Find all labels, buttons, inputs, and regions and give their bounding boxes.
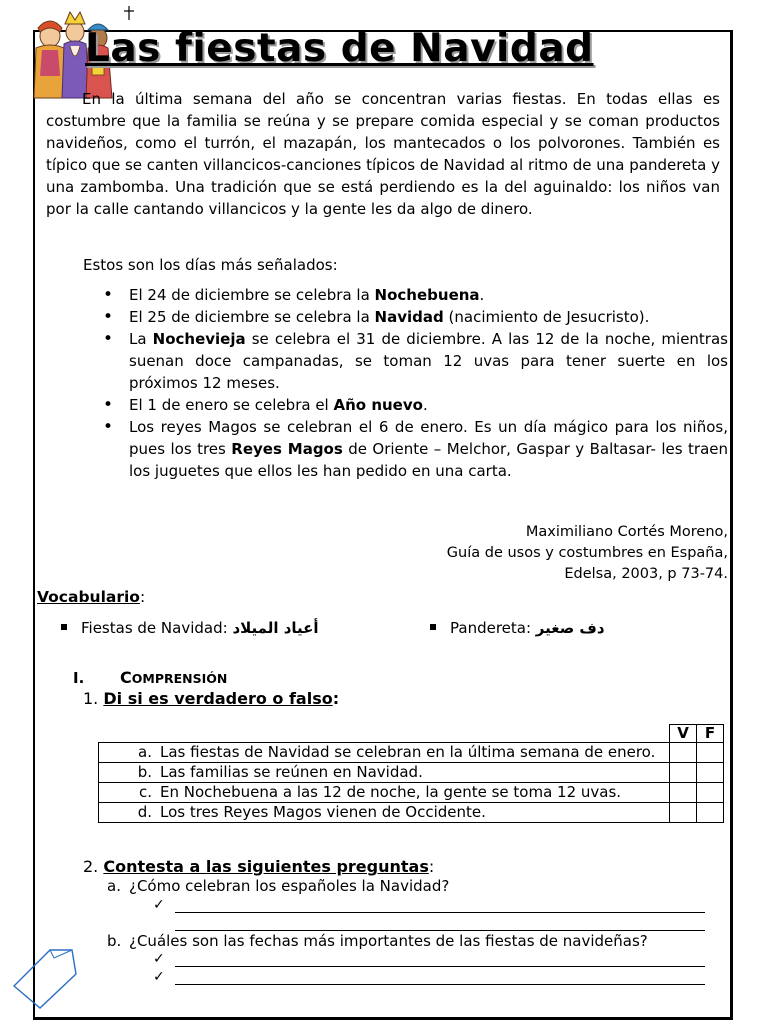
statement-cell — [99, 783, 670, 803]
question-b — [107, 931, 648, 951]
table-header-row — [99, 725, 724, 743]
question-text: ¿Cuáles son las fechas más importantes de las fiestas de navideñas? — [129, 932, 648, 950]
statement-text: En Nochebuena a las 12 de noche, la gente se toma 12 uvas. — [160, 783, 622, 801]
false-checkbox-cell[interactable] — [697, 783, 724, 803]
vocab-heading-label: Vocabulario — [37, 588, 140, 606]
vocab-heading — [37, 586, 145, 608]
false-checkbox-cell[interactable] — [697, 763, 724, 783]
holiday-text: . — [479, 286, 485, 304]
table-row — [99, 743, 724, 763]
task-label: Contesta a las siguientes preguntas — [103, 857, 429, 876]
vocab-term: Fiestas de Navidad: — [81, 619, 233, 637]
task-number: 2. — [83, 857, 99, 876]
days-intro: Estos son los días más señalados: — [83, 256, 338, 274]
holiday-text: El 1 de enero se celebra el — [129, 396, 334, 414]
section-heading — [73, 668, 227, 689]
question-letter: b. — [107, 932, 122, 950]
statement-letter: d. — [137, 803, 152, 821]
false-checkbox-cell[interactable] — [697, 803, 724, 823]
task-1-heading — [83, 688, 339, 710]
checkmark-icon: ✓ — [153, 951, 165, 967]
holiday-name: Nochebuena — [374, 286, 480, 304]
table-header-blank — [99, 725, 670, 743]
table-row — [99, 803, 724, 823]
source-work: Guía de usos y costumbres en España, — [446, 545, 728, 561]
statement-letter: a. — [138, 743, 152, 761]
task-colon: : — [332, 689, 340, 708]
source-citation — [447, 522, 728, 585]
holiday-text: La — [129, 330, 153, 348]
false-checkbox-cell[interactable] — [697, 743, 724, 763]
task-label: Di si es verdadero o falso — [103, 689, 333, 708]
checkmark-icon: ✓ — [153, 969, 165, 985]
holiday-text: El 25 de diciembre se celebra la — [129, 308, 375, 326]
question-a — [107, 876, 449, 896]
statement-text: Las familias se reúnen en Navidad. — [160, 763, 423, 781]
section-title-rest: OMPRENSIÓN — [131, 671, 228, 686]
answer-line[interactable] — [153, 968, 705, 988]
list-item — [129, 284, 728, 306]
vocab-translation: دف صغير — [535, 619, 605, 637]
vocab-term: Pandereta: — [450, 619, 536, 637]
source-author: Maximiliano Cortés Moreno, — [525, 524, 728, 540]
holiday-name: Nochevieja — [152, 330, 246, 348]
holiday-text: Los reyes Magos se celebran el 6 de enero. Es un día mágico para los niños, pues los tres — [129, 418, 728, 458]
vocab-item — [61, 617, 319, 639]
square-bullet-icon — [430, 624, 436, 630]
holiday-name: Navidad — [374, 308, 444, 326]
table-row — [99, 783, 724, 803]
holidays-list — [129, 284, 728, 482]
answer-line[interactable] — [153, 950, 705, 970]
holiday-name: Reyes Magos — [231, 440, 343, 458]
holiday-text: El 24 de diciembre se celebra la — [129, 286, 375, 304]
holiday-name: Año nuevo — [333, 396, 423, 414]
column-header-f: F — [697, 725, 724, 743]
answer-underline — [175, 984, 705, 985]
holiday-text: (nacimiento de Jesucristo). — [443, 308, 650, 326]
source-publisher: Edelsa, 2003, p 73-74. — [564, 566, 728, 582]
statement-letter: c. — [138, 783, 152, 801]
question-text: ¿Cómo celebran los españoles la Navidad? — [129, 877, 450, 895]
checkmark-icon: ✓ — [153, 897, 165, 913]
list-item — [129, 328, 728, 394]
true-checkbox-cell[interactable] — [670, 743, 697, 763]
true-checkbox-cell[interactable] — [670, 803, 697, 823]
task-number: 1. — [83, 689, 99, 708]
holiday-text: . — [422, 396, 428, 414]
section-numeral: I. — [73, 669, 85, 687]
intro-paragraph: En la última semana del año se concentran varias fiestas. En todas ellas es costumbre que la familia se reúna y se prepare comida especial y se coman productos navideños, como el turrón, el mazapán, los mantecados o los polvorones. También es típico que se canten villancicos-canciones típicos de Navidad al ritmo de una pandereta y una zambomba. Una tradición que se está perdiendo es la del aguinaldo: los niños van por la calle cantando villancicos y la gente les da algo de dinero. — [46, 90, 720, 218]
answer-underline — [175, 966, 705, 967]
holiday-text: de Oriente – Melchor, Gaspar y Baltasar- les traen los juguetes que ellos les han pedido en una carta. — [129, 440, 728, 480]
statement-text: Los tres Reyes Magos vienen de Occidente. — [160, 803, 486, 821]
list-item — [129, 394, 728, 416]
table-row — [99, 763, 724, 783]
vocab-translation: أعياد الميلاد — [232, 619, 319, 637]
statement-cell — [99, 803, 670, 823]
section-title-initial: C — [120, 668, 132, 687]
statement-text: Las fiestas de Navidad se celebran en la última semana de enero. — [160, 743, 656, 761]
square-bullet-icon — [61, 624, 67, 630]
question-letter: a. — [107, 877, 121, 895]
task-colon: : — [428, 857, 435, 876]
list-item — [129, 306, 728, 328]
statement-cell — [99, 743, 670, 763]
statement-cell — [99, 763, 670, 783]
true-checkbox-cell[interactable] — [670, 783, 697, 803]
pencil-tag-icon — [10, 946, 80, 1010]
vocab-heading-colon: : — [139, 588, 146, 606]
true-false-table — [98, 724, 724, 823]
list-item — [129, 416, 728, 482]
star-cross-icon — [123, 5, 135, 21]
statement-letter: b. — [137, 763, 152, 781]
true-checkbox-cell[interactable] — [670, 763, 697, 783]
answer-underline — [175, 912, 705, 913]
column-header-v: V — [670, 725, 697, 743]
holiday-text: se celebra el 31 de diciembre. A las 12 de la noche, mientras suenan doce campanadas, se toman 12 uvas para tener suerte en los próximos 12 meses. — [129, 330, 728, 392]
answer-line[interactable] — [153, 896, 705, 916]
task-2-heading — [83, 856, 434, 878]
vocab-item — [430, 617, 605, 639]
page-title: Las fiestas de Navidad — [85, 26, 594, 71]
